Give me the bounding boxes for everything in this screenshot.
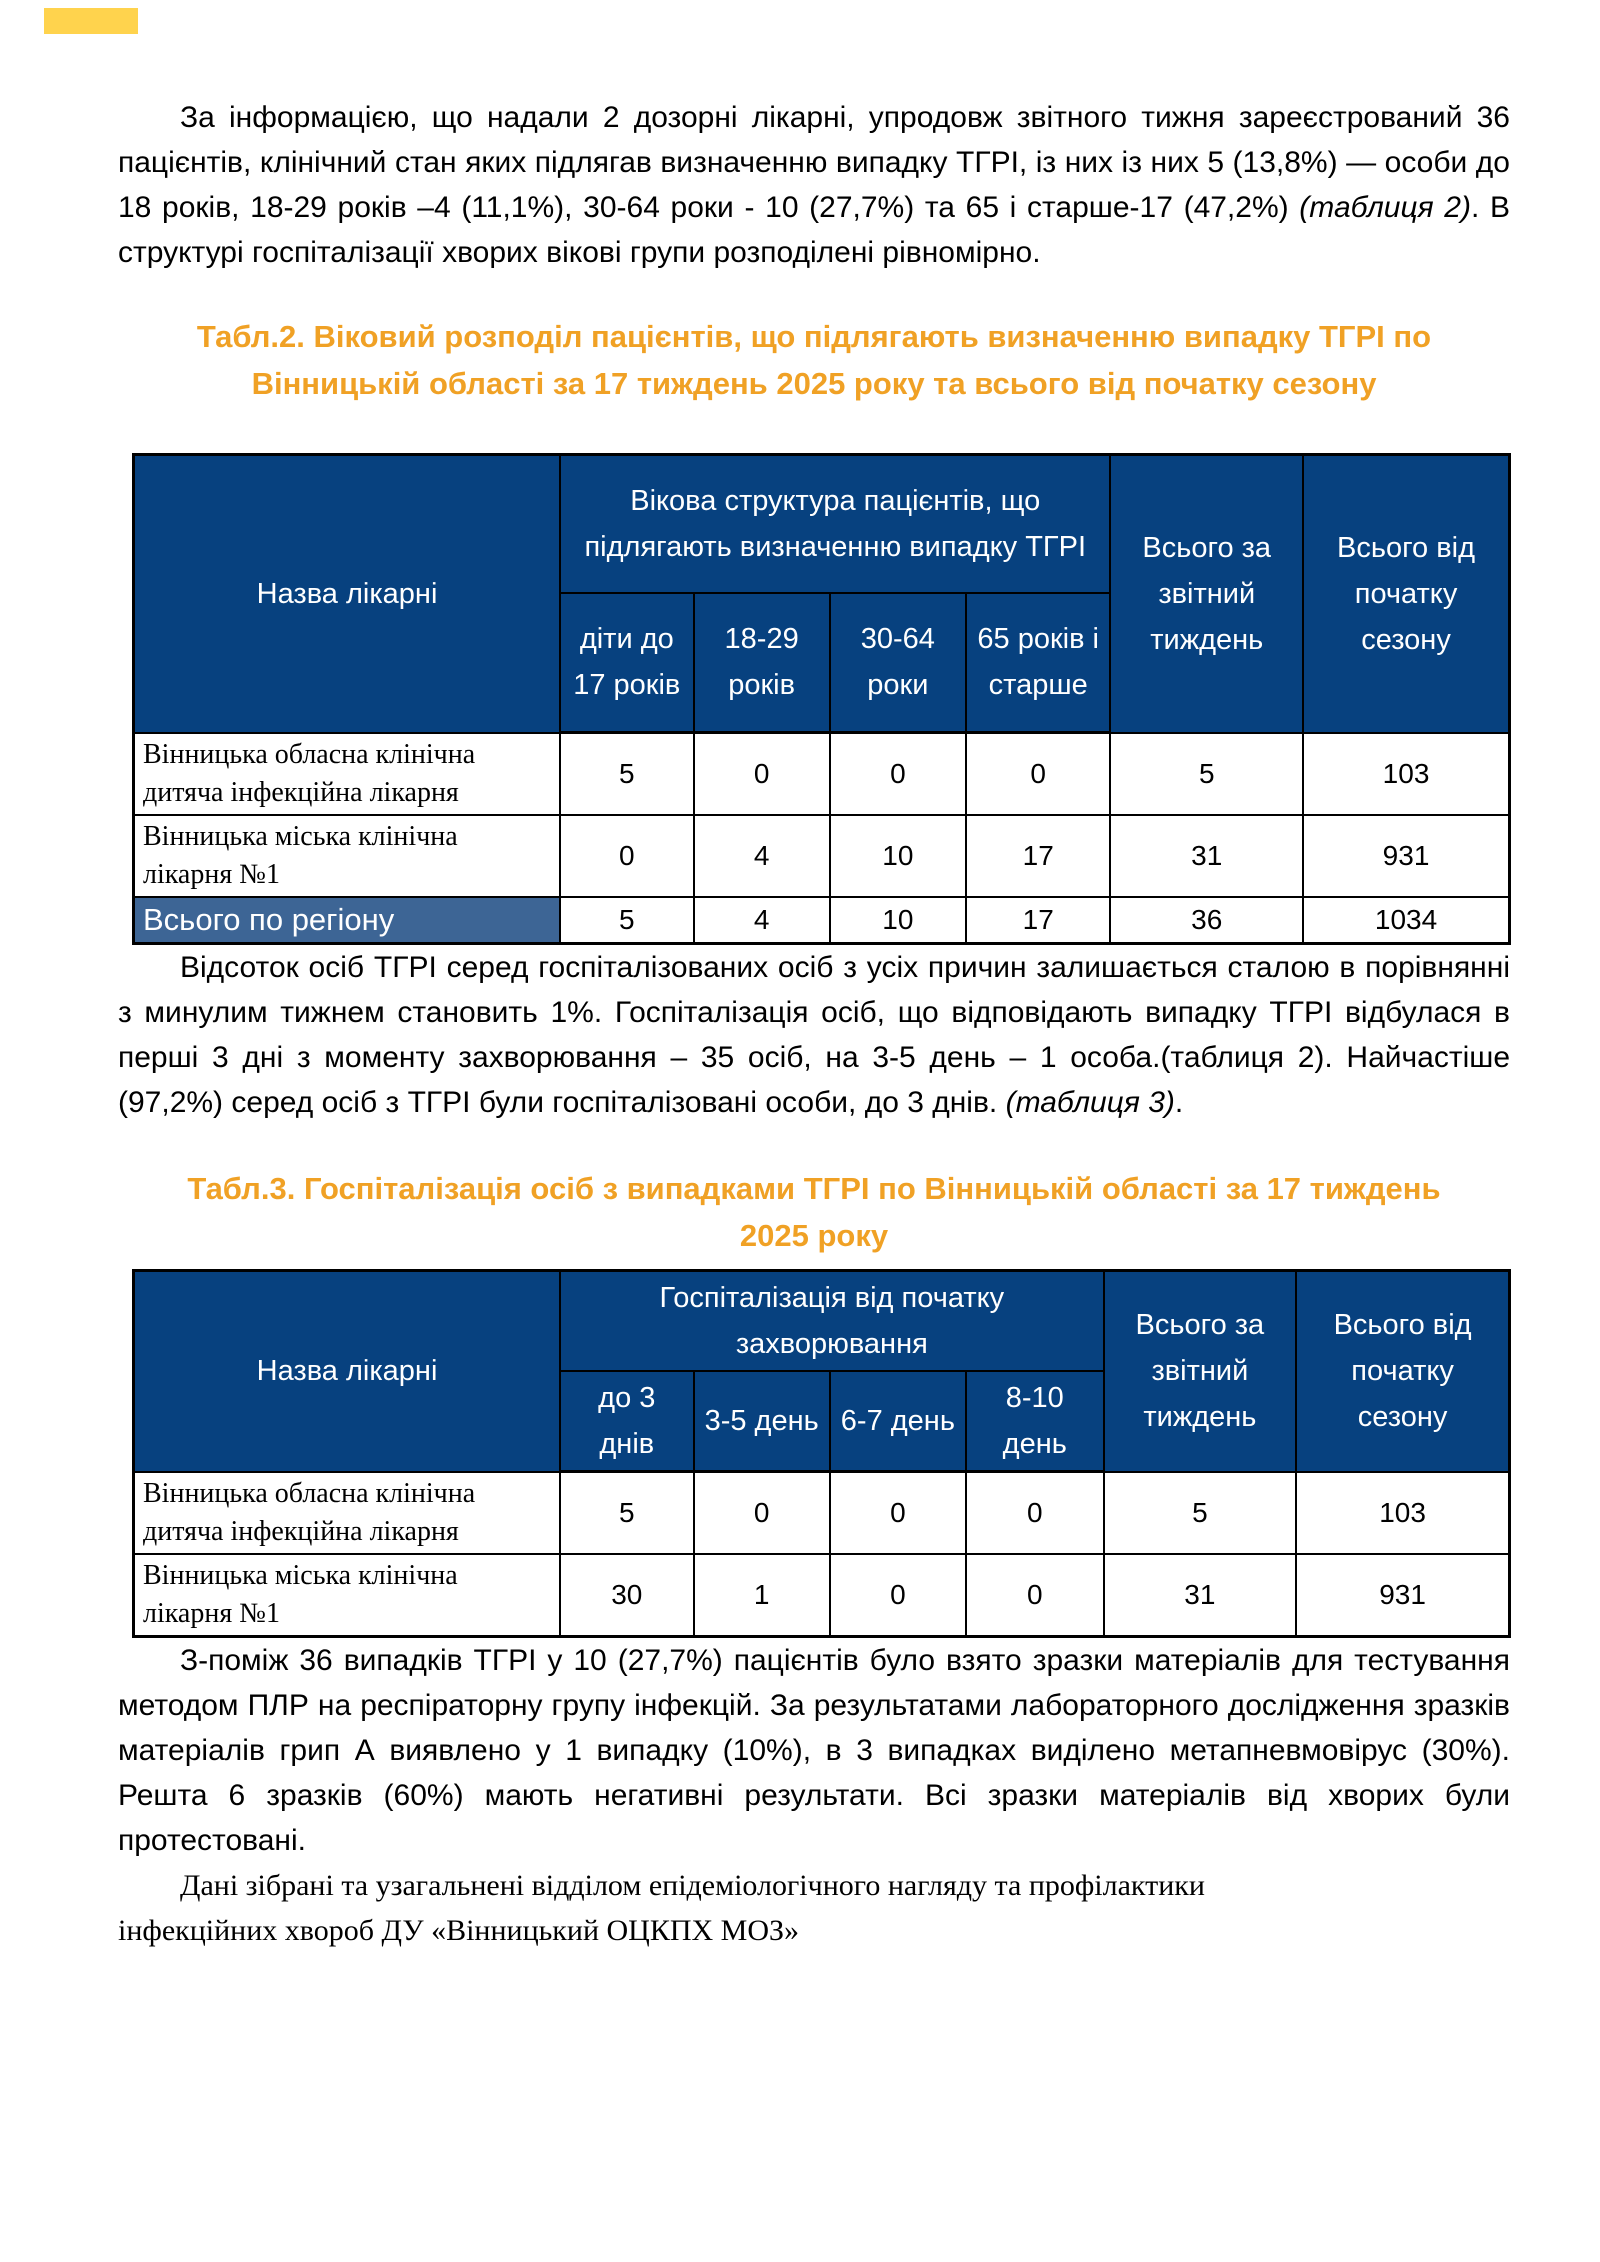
paragraph-intro-tail: . В структурі госпіталізації хворих вікові групи розподілені рівномірно. — [118, 191, 1510, 269]
table-2-header-total-week: Всього за звітний тиждень — [1110, 455, 1303, 733]
paragraph-hospitalization-tail: . — [1174, 1086, 1184, 1119]
table-3-header-hospital: Назва лікарні — [134, 1271, 561, 1472]
value-cell: 0 — [830, 733, 966, 815]
total-value-cell: 36 — [1110, 897, 1303, 944]
table-3-row-1 — [134, 1554, 1510, 1637]
table-3-header-days-3: 8-10 день — [966, 1371, 1104, 1472]
table-3-header-days-1: 3-5 день — [694, 1371, 830, 1472]
table-3-header-group: Госпіталізація від початку захворювання — [560, 1271, 1104, 1371]
table-2-row-0 — [134, 733, 1510, 815]
table-2-header-total-season: Всього від початку сезону — [1303, 455, 1509, 733]
total-value-cell: 17 — [966, 897, 1110, 944]
table-2-header-age-2: 30-64 роки — [830, 593, 966, 733]
value-cell: 4 — [694, 815, 830, 897]
table-3-title-line-2: 2025 року — [739, 1218, 889, 1253]
footer-note — [118, 1863, 1510, 1953]
value-cell: 5 — [560, 733, 693, 815]
hospital-name-cell: Вінницька міська клінічна лікарня №1 — [134, 1554, 561, 1637]
total-value-cell: 4 — [694, 897, 830, 944]
value-cell: 0 — [966, 733, 1110, 815]
total-row-label: Всього по регіону — [134, 897, 561, 944]
table-2-header-age-0: діти до 17 років — [560, 593, 693, 733]
value-cell: 5 — [1110, 733, 1303, 815]
paragraph-intro-text: За інформацією, що надали 2 дозорні лікарні, упродовж звітного тижня зареєстрований 36 пацієнтів, клінічний стан яких підлягав визначенню випадку ТГРІ, із них із них 5 (13,8%) — особи до 18 років, 18-29 років –4 (11,1%), 30-64 роки - 10 (27,7%) та 65 і старше-17 (47,2%) — [118, 101, 1510, 224]
value-cell: 31 — [1110, 815, 1303, 897]
table-3-header-days-2: 6-7 день — [830, 1371, 966, 1472]
hospital-name-cell: Вінницька обласна клінічна дитяча інфекційна лікарня — [134, 733, 561, 815]
paragraph-intro-table-ref: (таблиця 2) — [1299, 191, 1471, 224]
value-cell: 10 — [830, 815, 966, 897]
total-value-cell: 10 — [830, 897, 966, 944]
table-3-header-total-week: Всього за звітний тиждень — [1104, 1271, 1297, 1472]
table-3-header-total-season: Всього від початку сезону — [1296, 1271, 1509, 1472]
value-cell: 30 — [560, 1554, 693, 1637]
value-cell: 0 — [966, 1472, 1104, 1554]
value-cell: 0 — [966, 1554, 1104, 1637]
value-cell: 0 — [830, 1554, 966, 1637]
hospital-name-cell: Вінницька міська клінічна лікарня №1 — [134, 815, 561, 897]
value-cell: 0 — [830, 1472, 966, 1554]
value-cell: 931 — [1303, 815, 1509, 897]
table-2-title-line-2: Вінницькій області за 17 тиждень 2025 року та всього від початку сезону — [251, 366, 1377, 401]
table-2-total-row — [134, 897, 1510, 944]
value-cell: 5 — [1104, 1472, 1297, 1554]
hospital-name-cell: Вінницька обласна клінічна дитяча інфекційна лікарня — [134, 1472, 561, 1554]
paragraph-lab-results — [118, 1638, 1510, 1863]
table-3-row-0 — [134, 1472, 1510, 1554]
value-cell: 17 — [966, 815, 1110, 897]
value-cell: 103 — [1303, 733, 1509, 815]
footer-note-line-2: інфекційних хвороб ДУ «Вінницький ОЦКПХ МОЗ» — [118, 1913, 800, 1947]
table-3-title-line-1: Табл.3. Госпіталізація осіб з випадками ТГРІ по Вінницькій області за 17 тиждень — [187, 1171, 1441, 1206]
paragraph-intro — [118, 95, 1510, 275]
footer-note-line-1: Дані зібрані та узагальнені відділом епідеміологічного нагляду та профілактики — [180, 1868, 1205, 1902]
value-cell: 0 — [560, 815, 693, 897]
highlight-marker — [44, 8, 138, 34]
paragraph-hospitalization — [118, 945, 1510, 1125]
value-cell: 1 — [694, 1554, 830, 1637]
table-2-header-age-1: 18-29 років — [694, 593, 830, 733]
value-cell: 5 — [560, 1472, 693, 1554]
value-cell: 0 — [694, 733, 830, 815]
table-2-header-age-3: 65 років і старше — [966, 593, 1110, 733]
table-2-title-line-1: Табл.2. Віковий розподіл пацієнтів, що підлягають визначенню випадку ТГРІ по — [196, 319, 1432, 354]
value-cell: 931 — [1296, 1554, 1509, 1637]
paragraph-hospitalization-table-ref: (таблиця 3) — [1005, 1086, 1175, 1119]
table-2-header-hospital: Назва лікарні — [134, 455, 561, 733]
table-2-row-1 — [134, 815, 1510, 897]
total-value-cell: 5 — [560, 897, 693, 944]
value-cell: 103 — [1296, 1472, 1509, 1554]
table-3-header-days-0: до 3 днів — [560, 1371, 693, 1472]
table-2 — [132, 453, 1511, 945]
table-3 — [132, 1269, 1511, 1638]
value-cell: 31 — [1104, 1554, 1297, 1637]
value-cell: 0 — [694, 1472, 830, 1554]
table-2-header-group: Вікова структура пацієнтів, що підлягають визначенню випадку ТГРІ — [560, 455, 1110, 593]
table-2-title — [118, 313, 1510, 407]
table-3-title — [118, 1165, 1510, 1259]
paragraph-hospitalization-text: Відсоток осіб ТГРІ серед госпіталізованих осіб з усіх причин залишається сталою в порівнянні з минулим тижнем становить 1%. Госпіталізація осіб, що відповідають випадку ТГРІ відбулася в перші 3 дні з моменту захворювання – 35 осіб, на 3-5 день – 1 особа.(таблиця 2). Найчастіше (97,2%) серед осіб з ТГРІ були госпіталізовані особи, до 3 днів. — [118, 951, 1510, 1119]
paragraph-lab-results-text: З-поміж 36 випадків ТГРІ у 10 (27,7%) пацієнтів було взято зразки матеріалів для тестування методом ПЛР на респіраторну групу інфекцій. За результатами лабораторного дослідження зразків матеріалів грип А виявлено у 1 випадку (10%), в 3 випадках виділено метапневмовірус (30%). Решта 6 зразків (60%) мають негативні результати. Всі зразки матеріалів від хворих були протестовані. — [118, 1643, 1510, 1857]
total-value-cell: 1034 — [1303, 897, 1509, 944]
